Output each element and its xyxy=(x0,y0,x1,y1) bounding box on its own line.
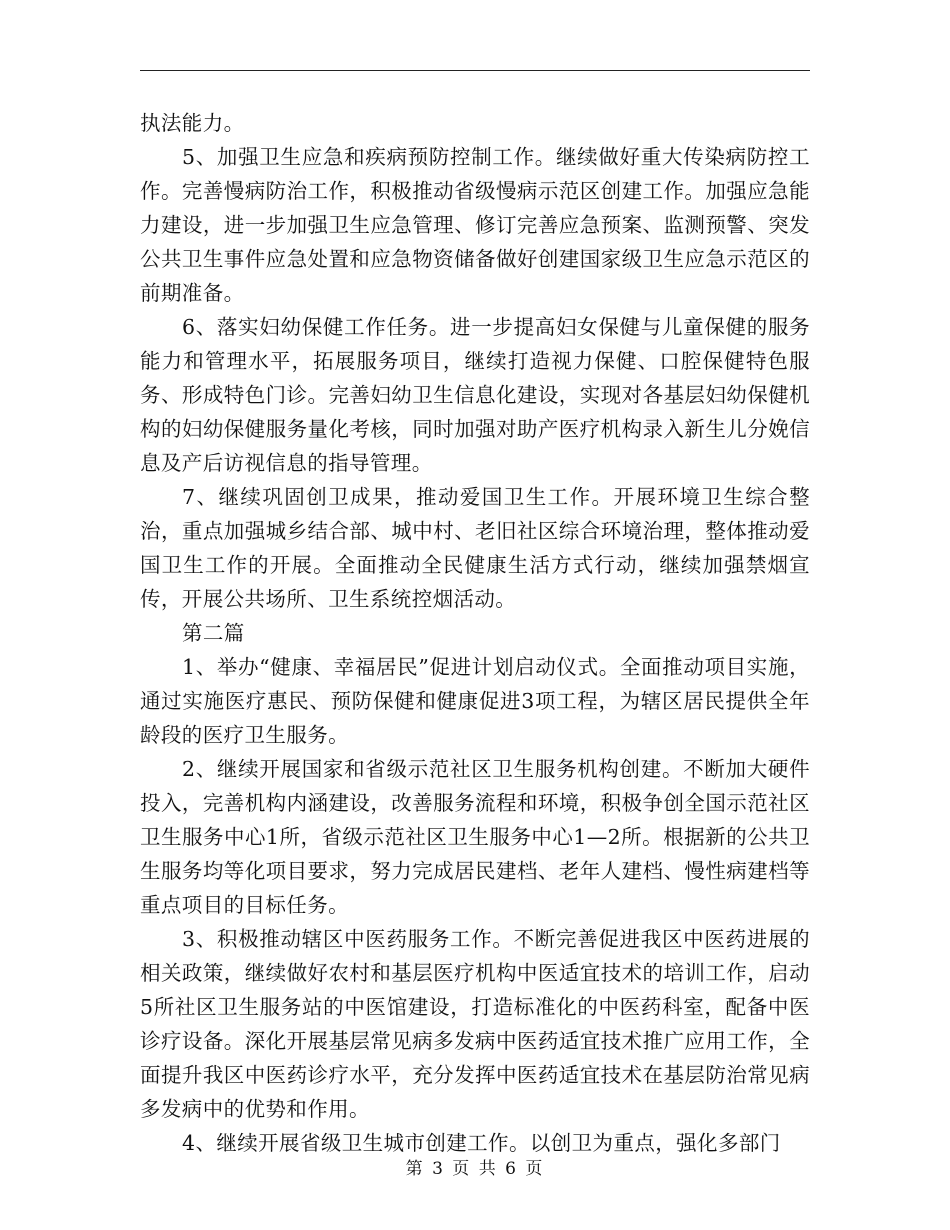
paragraph-7: 3、积极推动辖区中医药服务工作。不断完善促进我区中医药进展的相关政策，继续做好农村和基层医疗机构中医适宜技术的培训工作，启动5所社区卫生服务站的中医馆建设，打造标准化的中医药科室，配备中医诊疗设备。深化开展基层常见病多发病中医药适宜技术推广应用工作，全面提升我区中医药诊疗水平，充分发挥中医药适宜技术在基层防治常见病多发病中的优势和作用。 xyxy=(140,927,810,1121)
paragraph-3: 6、落实妇幼保健工作任务。进一步提高妇女保健与儿童保健的服务能力和管理水平，拓展服务项目，继续打造视力保健、口腔保健特色服务、形成特色门诊。完善妇幼卫生信息化建设，实现对各基层妇幼保健机构的妇幼保健服务量化考核，同时加强对助产医疗机构录入新生儿分娩信息及产后访视信息的指导管理。 xyxy=(140,315,810,475)
paragraph-8: 4、继续开展省级卫生城市创建工作。以创卫为重点，强化多部门 xyxy=(182,1131,781,1155)
document-body xyxy=(140,106,810,1160)
paragraph-1: 执法能力。 xyxy=(140,111,245,135)
page-number: 第 3 页 共 6 页 xyxy=(405,1159,545,1179)
paragraph-5: 1、举办“健康、幸福居民”促进计划启动仪式。全面推动项目实施，通过实施医疗惠民、预防保健和健康促进3项工程，为辖区居民提供全年龄段的医疗卫生服务。 xyxy=(140,655,810,747)
paragraph-2: 5、加强卫生应急和疾病预防控制工作。继续做好重大传染病防控工作。完善慢病防治工作，积极推动省级慢病示范区创建工作。加强应急能力建设，进一步加强卫生应急管理、修订完善应急预案、监测预警、突发公共卫生事件应急处置和应急物资储备做好创建国家级卫生应急示范区的前期准备。 xyxy=(140,145,810,305)
header-rule xyxy=(140,70,810,71)
section-heading: 第二篇 xyxy=(182,621,245,645)
paragraph-4: 7、继续巩固创卫成果，推动爱国卫生工作。开展环境卫生综合整治，重点加强城乡结合部、城中村、老旧社区综合环境治理，整体推动爱国卫生工作的开展。全面推动全民健康生活方式行动，继续加强禁烟宣传，开展公共场所、卫生系统控烟活动。 xyxy=(140,485,810,611)
paragraph-6: 2、继续开展国家和省级示范社区卫生服务机构创建。不断加大硬件投入，完善机构内涵建设，改善服务流程和环境，积极争创全国示范社区卫生服务中心1所，省级示范社区卫生服务中心1—2所。根据新的公共卫生服务均等化项目要求，努力完成居民建档、老年人建档、慢性病建档等重点项目的目标任务。 xyxy=(140,757,810,917)
